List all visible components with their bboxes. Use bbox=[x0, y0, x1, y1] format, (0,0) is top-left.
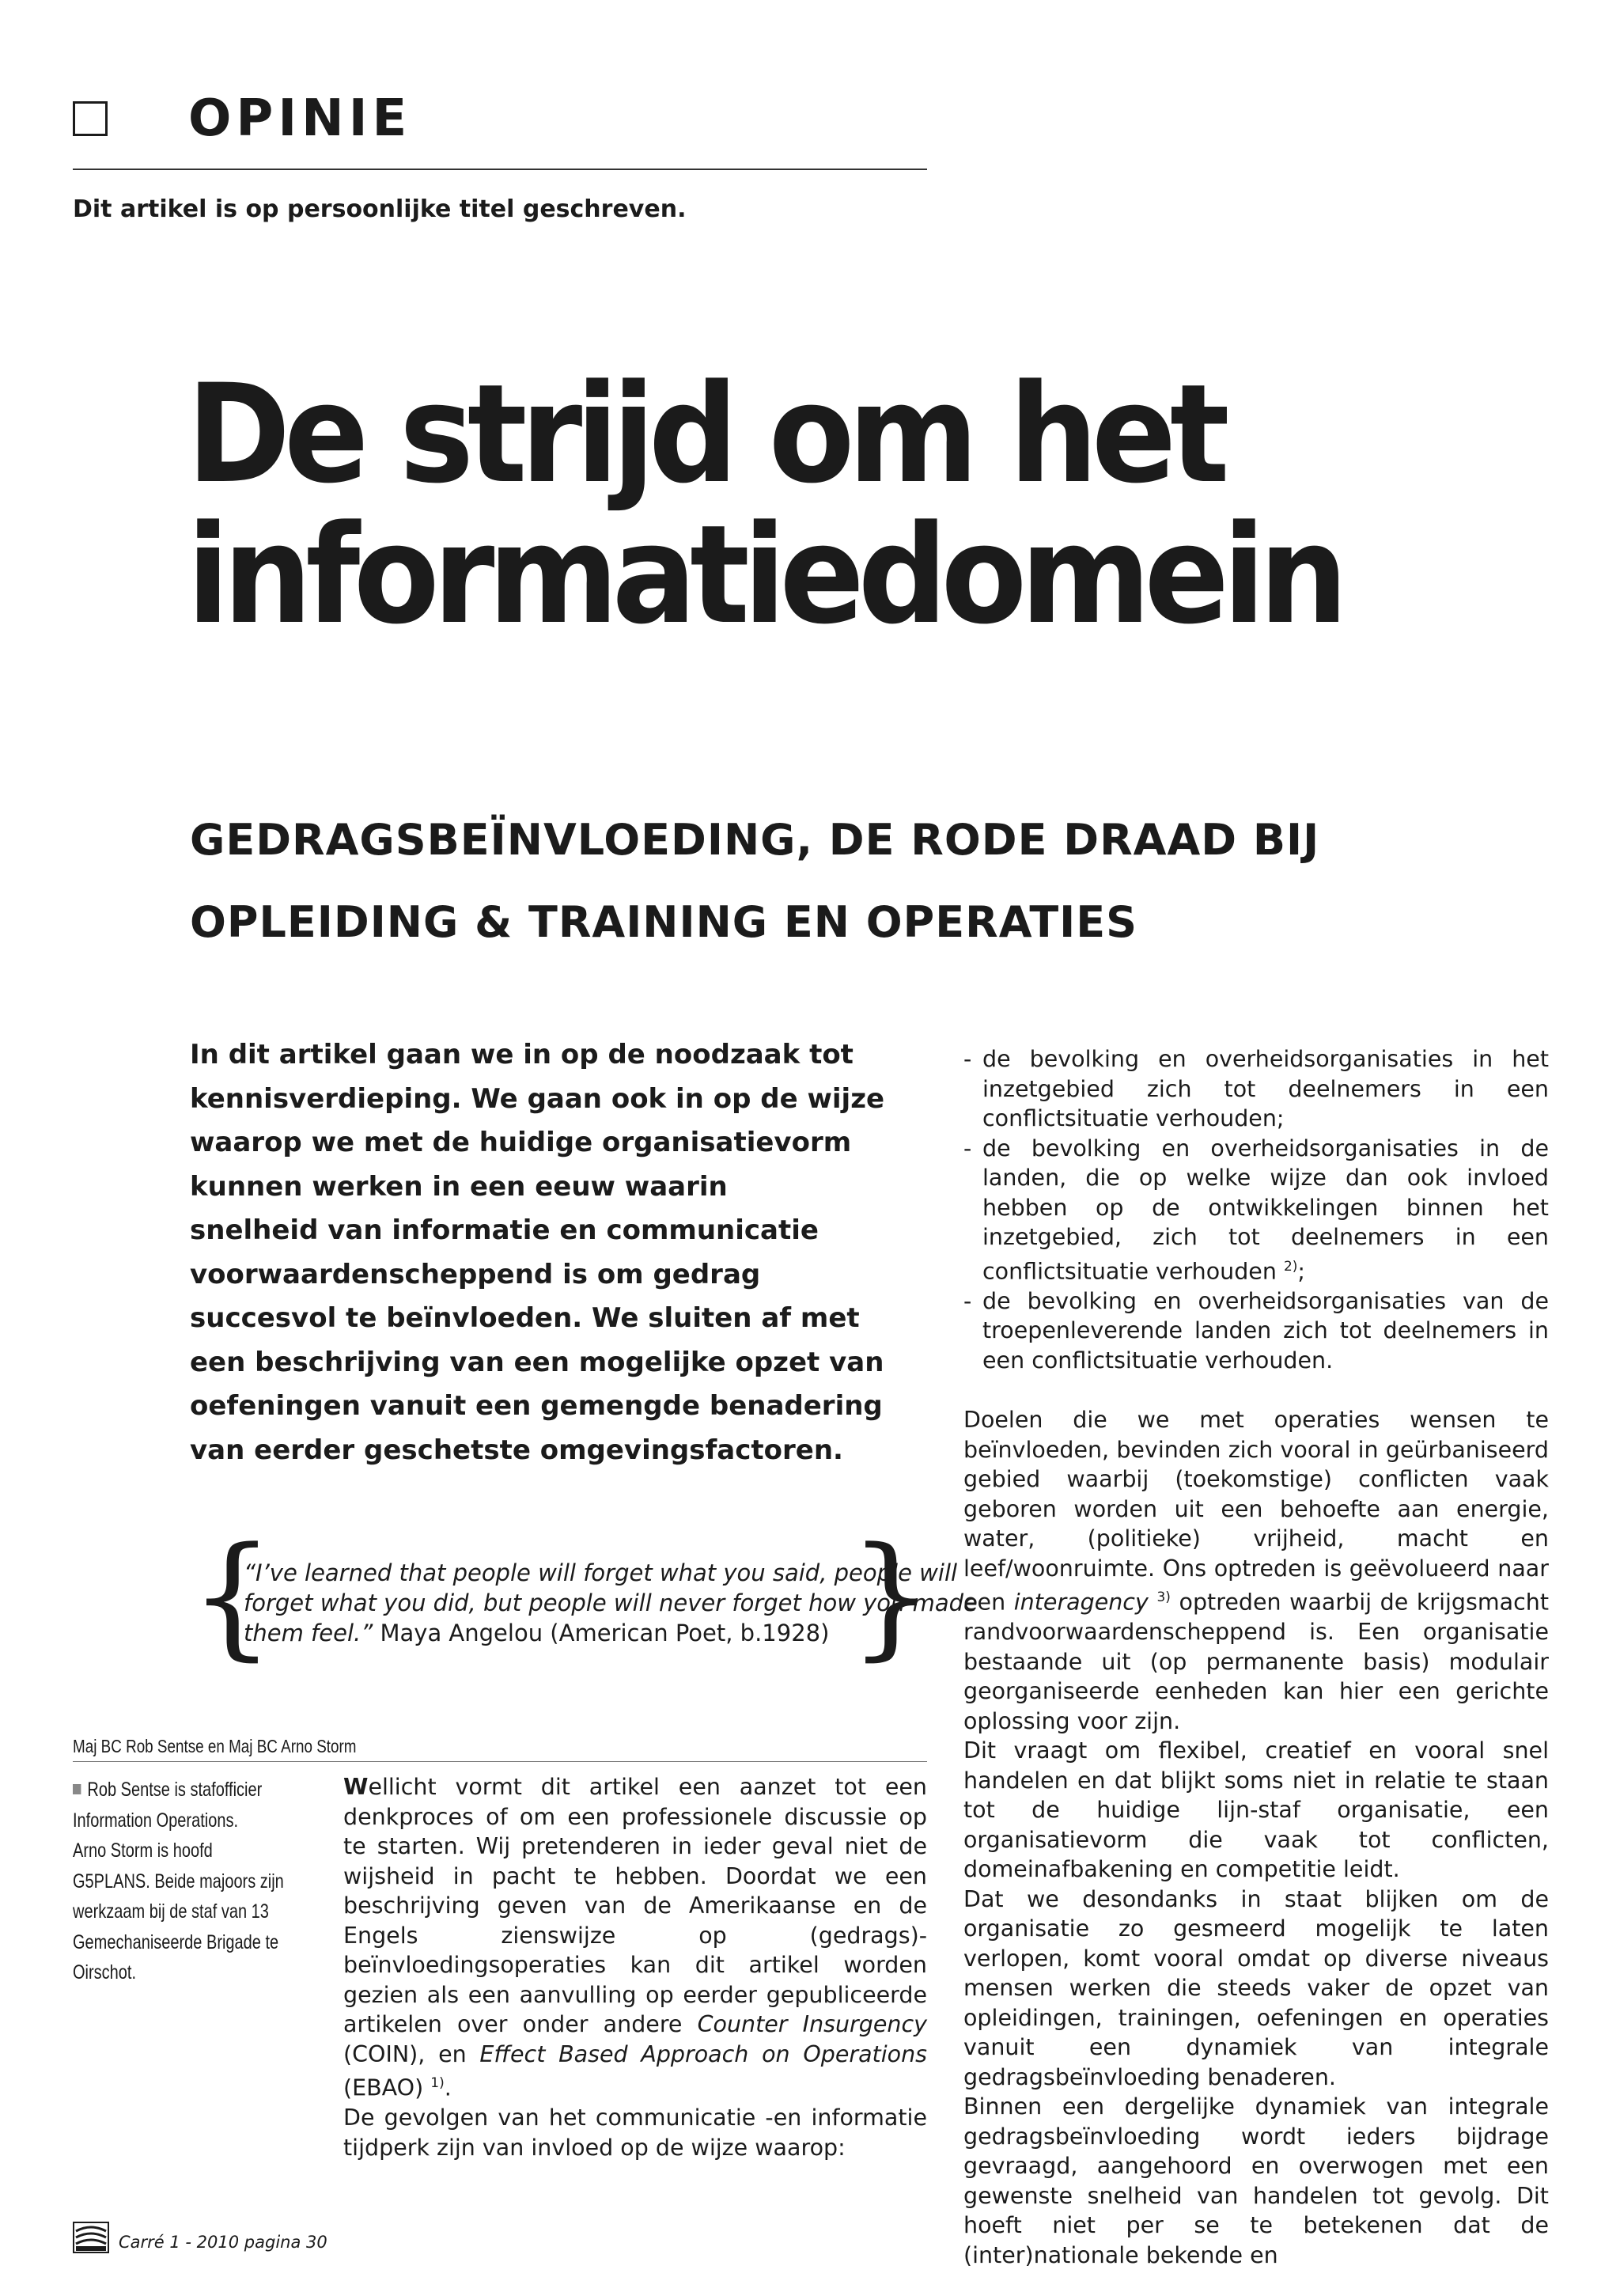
lead-line: snelheid van informatie en communicatie bbox=[190, 1214, 819, 1246]
subtitle-line-1: GEDRAGSBEÏNVLOEDING, DE RODE DRAAD BIJ bbox=[190, 815, 1320, 865]
author-bio bbox=[73, 1775, 334, 1988]
term-interagency: interagency bbox=[1013, 1589, 1149, 1616]
page-footer: Carré 1 - 2010 pagina 30 bbox=[119, 2233, 327, 2252]
quote-last-line bbox=[244, 1618, 884, 1648]
term-counter-insurgency: Counter Insurgency bbox=[697, 2011, 927, 2037]
article-subtitle bbox=[190, 799, 1416, 964]
bio-line: Rob Sentse is stafofficier bbox=[73, 1775, 282, 1805]
quote-attribution: Maya Angelou (American Poet, b.1928) bbox=[373, 1620, 830, 1646]
footnote-ref: 3) bbox=[1156, 1589, 1171, 1605]
body-paragraph: Dat we desondanks in staat blijken om de organisatie zo gesmeerd mogelijk te laten verlopen, komt vooral omdat op diverse niveaus mensen werken die steeds vaker de opzet van opleidingen, trainingen, oefeningen en operaties vanuit een dynamiek van integrale gedragsbeïnvloeding benaderen. bbox=[963, 1885, 1549, 2090]
lead-line: een beschrijving van een mogelijke opzet van bbox=[190, 1346, 884, 1378]
lead-line: oefeningen vanuit een gemengde benadering bbox=[190, 1390, 883, 1422]
footnote-ref: 1) bbox=[430, 2075, 445, 2091]
dash-list bbox=[963, 1044, 1549, 1375]
bio-line: Information Operations. bbox=[73, 1809, 238, 1832]
lead-line: succesvol te beïnvloeden. We sluiten af met bbox=[190, 1302, 860, 1334]
bullet-square-icon bbox=[73, 1784, 81, 1794]
body-paragraph: Binnen een dergelijke dynamiek van integrale gedragsbeïnvloeding wordt ieders bijdrage gevraagd, aangehoord en overwogen met een gewenste snelheid van handelen tot gevolg. Dit hoeft niet per se te betekenen dat de (inter)nationale bekende en bbox=[963, 2093, 1549, 2268]
list-item: - de bevolking en overheidsorganisaties van de troepenleverende landen zich tot deelnemers in een conflictsituatie verhouden. bbox=[963, 1286, 1549, 1376]
header-divider bbox=[73, 169, 927, 170]
subtitle-line-2: OPLEIDING & TRAINING EN OPERATIES bbox=[190, 897, 1138, 947]
body-column-right bbox=[963, 1044, 1549, 2270]
pull-quote bbox=[190, 1518, 978, 1673]
bio-line: G5PLANS. Beide majoors zijn bbox=[73, 1870, 284, 1892]
right-brace-icon: } bbox=[849, 1518, 933, 1673]
bio-line: Arno Storm is hoofd bbox=[73, 1839, 213, 1862]
list-item: - de bevolking en overheidsorganisaties in de landen, die op welke wijze dan ook invloed hebben op de ontwikkelingen binnen het inzetgebied, zich tot deelnemers in een conflictsituatie verhouden $^{2)}$; bbox=[963, 1134, 1549, 1286]
body-paragraph: Dit vraagt om flexibel, creatief en vooral snel handelen en dat blijkt soms niet in relatie te staan tot de huidige lijn-staf organisatie, een organisatievorm die vaak tot conflicten, domeinafbakening en competitie leidt. bbox=[963, 1737, 1549, 1882]
bio-line: Gemechaniseerde Brigade te bbox=[73, 1930, 279, 1953]
bio-line: werkzaam bij de staf van 13 bbox=[73, 1900, 269, 1923]
byline-divider bbox=[73, 1761, 927, 1762]
quote-line: them feel.” bbox=[244, 1620, 373, 1646]
body-paragraph: Wellicht vormt dit artikel een aanzet tot een denkproces of om een professionele discussie op te starten. Wij pretenderen in ieder geval niet de wijsheid in pacht te hebben. Doordat we een beschrijving geven van de Amerikaanse en de Engels zienswijze op (gedrags)-beïnvloedingsoperaties kan dit artikel worden gezien als een aanvulling op eerder gepubliceerde artikelen over onder andere Counter Insurgency (COIN), en Effect Based Approach on Operations (EBAO) $^{1)}$. bbox=[343, 1774, 927, 2101]
author-byline: Maj BC Rob Sentse en Maj BC Arno Storm bbox=[73, 1736, 357, 1756]
carre-magazine-logo-icon bbox=[73, 2222, 109, 2253]
lead-line: kunnen werken in een eeuw waarin bbox=[190, 1170, 728, 1203]
body-column-left bbox=[343, 1772, 927, 2162]
disclaimer-text: Dit artikel is op persoonlijke titel geschreven. bbox=[73, 195, 687, 223]
title-line-1: De strijd om het bbox=[187, 354, 1224, 513]
left-brace-icon: { bbox=[190, 1518, 274, 1673]
list-item: - de bevolking en overheidsorganisaties in het inzetgebied zich tot deelnemers in een conflictsituatie verhouden; bbox=[963, 1044, 1549, 1134]
bio-line: Oirschot. bbox=[73, 1961, 137, 1983]
term-ebao: Effect Based Approach on Operations bbox=[479, 2040, 927, 2067]
body-paragraph: Doelen die we met operaties wensen te beïnvloeden, bevinden zich vooral in geürbaniseerd gebied waarbij (toekomstige) conflicten vaak geboren worden uit een behoefte aan energie, water, (politieke) vrijheid, macht en leef/woonruimte. Ons optreden is geëvolueerd naar een interagency $^{3)}$ optreden waarbij de krijgsmacht randvoorwaardenscheppend is. Een organisatie bestaande uit (op permanente basis) modulair georganiseerde eenheden kan hier een gerichte oplossing voor zijn. bbox=[963, 1407, 1549, 1734]
lead-line: voorwaardenscheppend is om gedrag bbox=[190, 1258, 761, 1290]
quote-line: forget what you did, but people will never forget how you made bbox=[244, 1589, 978, 1616]
lead-line: In dit artikel gaan we in op de noodzaak tot bbox=[190, 1039, 854, 1070]
article-title bbox=[187, 354, 1489, 654]
drop-cap: W bbox=[343, 1774, 369, 1800]
lead-paragraph bbox=[190, 1033, 949, 1472]
section-marker-box bbox=[73, 101, 108, 136]
quote-line: “I’ve learned that people will forget what you said, people will bbox=[244, 1559, 958, 1586]
body-paragraph: De gevolgen van het communicatie -en informatie tijdperk zijn van invloed op de wijze waarop: bbox=[343, 2105, 927, 2161]
footnote-ref: 2) bbox=[1283, 1258, 1298, 1275]
section-label: OPINIE bbox=[188, 89, 412, 148]
lead-line: waarop we met de huidige organisatievorm bbox=[190, 1127, 852, 1158]
lead-line: kennisverdieping. We gaan ook in op de wijze bbox=[190, 1082, 885, 1115]
quote-text bbox=[244, 1558, 978, 1648]
lead-line: van eerder geschetste omgevingsfactoren. bbox=[190, 1434, 843, 1466]
title-line-2: informatiedomein bbox=[187, 495, 1342, 654]
